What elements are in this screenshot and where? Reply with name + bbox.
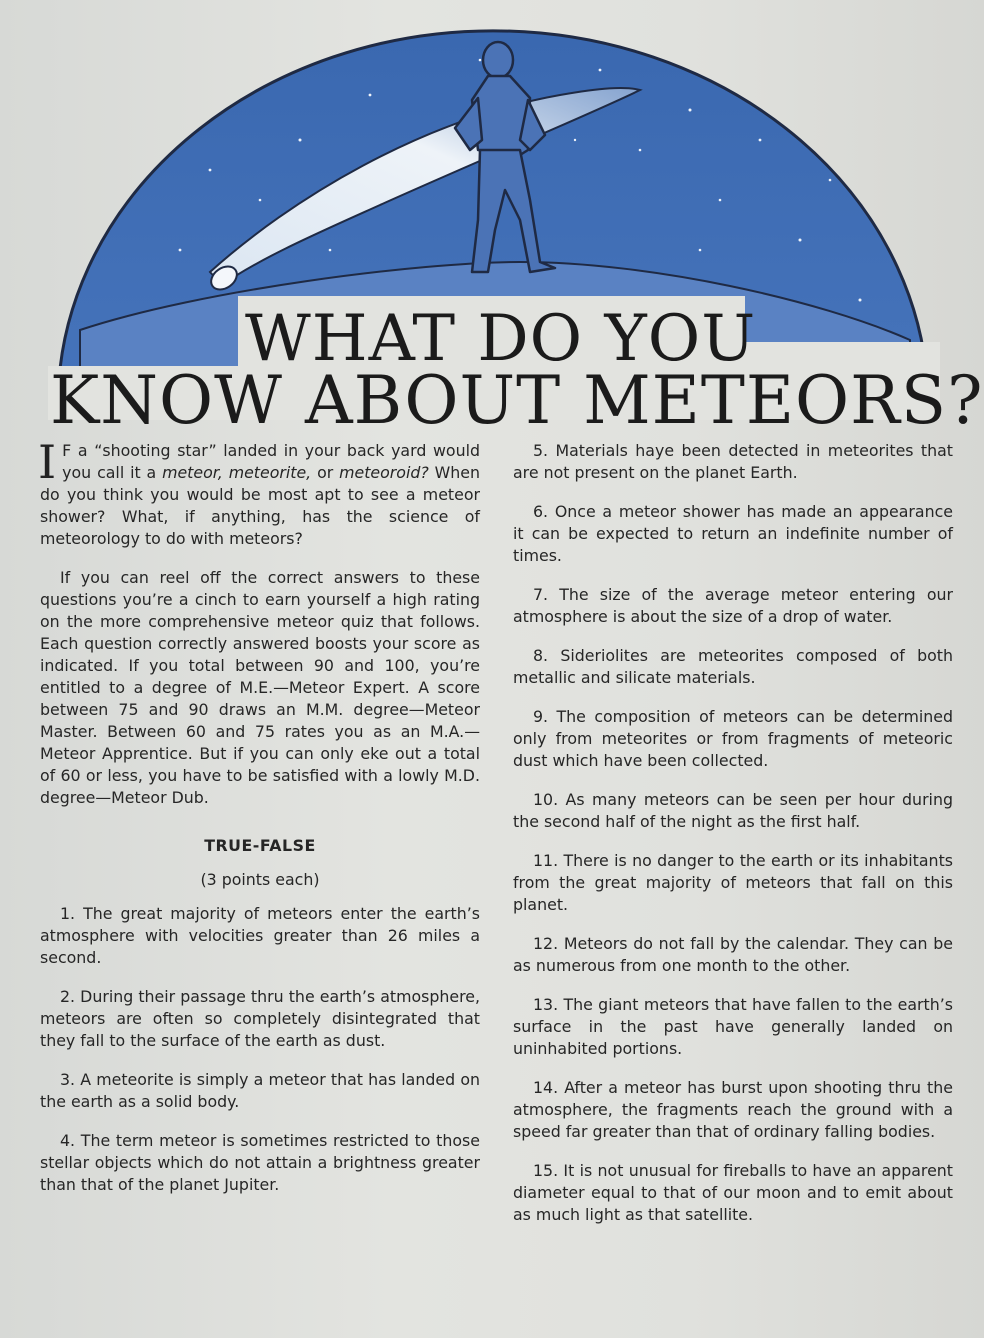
question-14: 14. After a meteor has burst upon shooting thru the atmosphere, the fragments reach the ground with a speed far greater than that of ordinary falling bodies. bbox=[513, 1078, 953, 1141]
question-6: 6. Once a meteor shower has made an appearance it can be expected to return an indefinite number of times. bbox=[513, 502, 953, 565]
question-2: 2. During their passage thru the earth’s atmosphere, meteors are often so completely disintegrated that they fall to the surface of the earth as dust. bbox=[40, 987, 480, 1050]
section-heading: TRUE-FALSE bbox=[204, 836, 316, 855]
question-12: 12. Meteors do not fall by the calendar. They can be as numerous from one month to the other. bbox=[513, 934, 953, 975]
left-column bbox=[38, 435, 480, 1213]
intro-term-meteoroid: meteoroid? bbox=[339, 463, 429, 482]
right-column bbox=[513, 440, 953, 1243]
intro-text-b: When do you think you would be most apt to see a meteor shower? What, if anything, has the science of meteorology to do with meteors? bbox=[40, 463, 480, 548]
question-4: 4. The term meteor is sometimes restricted to those stellar objects which do not attain a brightness greater than that of the planet Jupiter. bbox=[40, 1131, 480, 1194]
question-7: 7. The size of the average meteor entering our atmosphere is about the size of a drop of water. bbox=[513, 585, 953, 626]
question-1: 1. The great majority of meteors enter the earth’s atmosphere with velocities greater than 26 miles a second. bbox=[40, 904, 480, 967]
intro-text-or: or bbox=[311, 463, 340, 482]
drop-cap: I bbox=[38, 435, 57, 489]
intro-paragraph-1 bbox=[38, 435, 480, 550]
question-3: 3. A meteorite is simply a meteor that has landed on the earth as a solid body. bbox=[40, 1070, 480, 1111]
question-9: 9. The composition of meteors can be determined only from meteorites or from fragments of meteoric dust which have been collected. bbox=[513, 707, 953, 770]
intro-term-meteor: meteor, meteorite, bbox=[162, 463, 312, 482]
page-title-line-2: KNOW ABOUT METEORS? bbox=[50, 362, 984, 439]
question-13: 13. The giant meteors that have fallen to the earth’s surface in the past have generally landed on uninhabited portions. bbox=[513, 995, 953, 1058]
question-10: 10. As many meteors can be seen per hour during the second half of the night as the first half. bbox=[513, 790, 953, 831]
section-points: (3 points each) bbox=[200, 870, 320, 889]
question-15: 15. It is not unusual for fireballs to have an apparent diameter equal to that of our moon and to emit about as much light as that satellite. bbox=[513, 1161, 953, 1224]
question-8: 8. Sideriolites are meteorites composed of both metallic and silicate materials. bbox=[513, 646, 953, 687]
intro-paragraph-2: If you can reel off the correct answers to these questions you’re a cinch to earn yourself a high rating on the more comprehensive meteor quiz that follows. Each question correctly answered boosts your score as indicated. If you total between 90 and 100, you’re entitled to a degree of M.E.—Meteor Expert. A score between 75 and 90 draws an M.M. degree—Meteor Master. Between 60 and 75 rates you as an M.A.—Meteor Apprentice. But if you can only eke out a total of 60 or less, you have to be satisfied with a lowly M.D. degree—Meteor Dub. bbox=[40, 568, 480, 807]
page-title-line-1: WHAT DO YOU bbox=[245, 302, 757, 376]
question-5: 5. Materials haye been detected in meteorites that are not present on the planet Earth. bbox=[513, 441, 953, 482]
intro-text-a: F a “shooting star” landed in your back yard would you call it a bbox=[62, 441, 480, 482]
question-11: 11. There is no danger to the earth or its inhabitants from the great majority of meteors that fall on this planet. bbox=[513, 851, 953, 914]
